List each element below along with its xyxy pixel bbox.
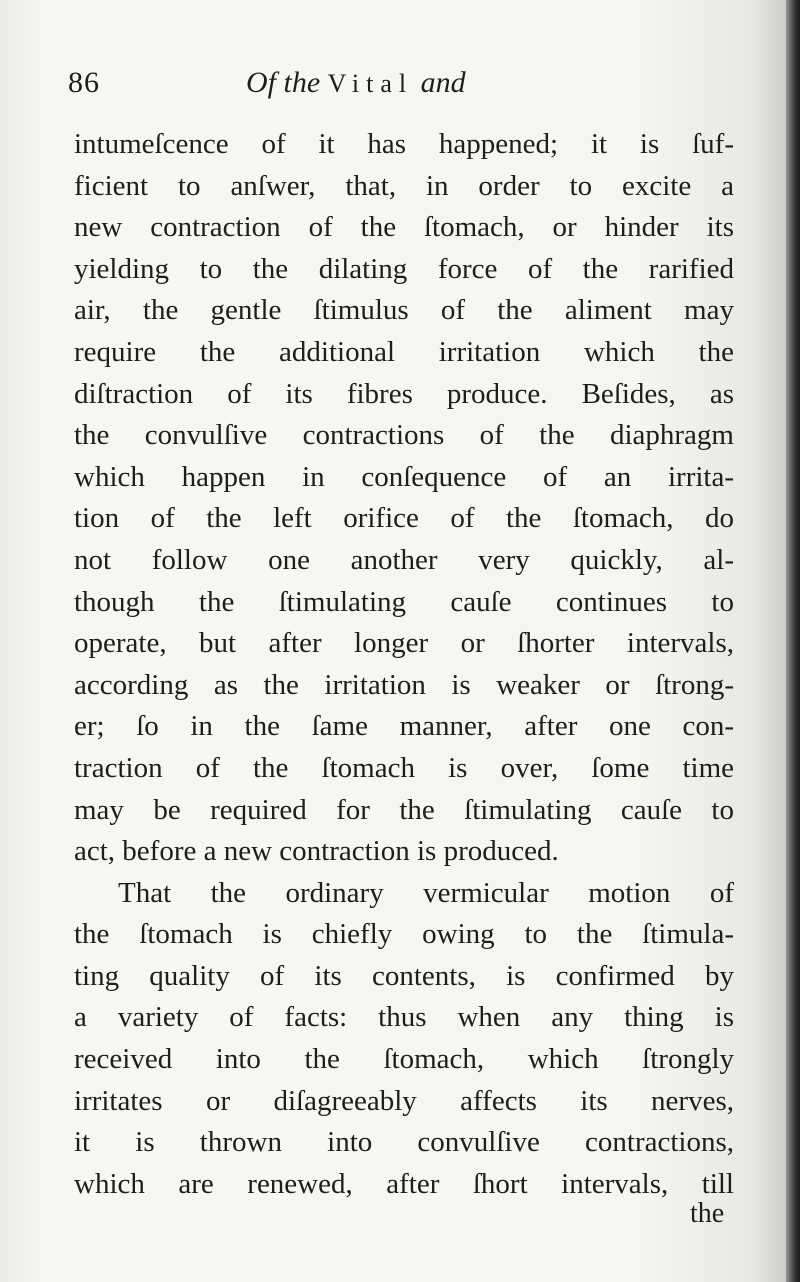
- text-line: tion of the left orifice of the ſtomach, do: [74, 502, 734, 535]
- text-line: intumeſcence of it has happened; it is ſuf-: [74, 128, 734, 160]
- running-head: [246, 66, 466, 100]
- running-head-smallcaps: Vital: [327, 69, 414, 98]
- text-line: not follow one another very quickly, al-: [74, 543, 734, 576]
- text-line: operate, but after longer or ſhorter intervals,: [74, 627, 734, 660]
- text-line: new contraction of the ſtomach, or hinder its: [74, 211, 734, 244]
- text-line: traction of the ſtomach is over, ſome time: [74, 751, 734, 784]
- text-line: require the additional irritation which the: [74, 335, 734, 368]
- text-line: ficient to anſwer, that, in order to excite a: [74, 169, 734, 202]
- catchword: the: [690, 1198, 725, 1229]
- text-line-paragraph-start: That the ordinary vermicular motion of: [118, 876, 734, 909]
- text-line: the convulſive contractions of the diaphragm: [74, 419, 734, 452]
- page-gutter-shadow: [786, 0, 800, 1282]
- text-line: a variety of facts: thus when any thing is: [74, 1001, 734, 1034]
- page-header: [68, 66, 728, 110]
- text-line: yielding to the dilating force of the rarified: [74, 252, 734, 285]
- text-line: air, the gentle ſtimulus of the aliment may: [74, 294, 734, 327]
- text-line: act, before a new contraction is produced.: [74, 835, 559, 868]
- page-number: 86: [68, 66, 100, 99]
- text-line: received into the ſtomach, which ſtrongly: [74, 1043, 734, 1076]
- text-line: er; ſo in the ſame manner, after one con-: [74, 710, 734, 743]
- text-line: which are renewed, after ſhort intervals, till: [74, 1167, 734, 1200]
- text-line: irritates or diſagreeably affects its nerves,: [74, 1084, 734, 1117]
- running-head-italic-1: Of the: [246, 66, 321, 99]
- text-line: diſtraction of its fibres produce. Beſides, as: [74, 377, 734, 410]
- text-line: may be required for the ſtimulating cauſe to: [74, 793, 734, 826]
- text-line: though the ſtimulating cauſe continues to: [74, 585, 734, 618]
- text-line: which happen in conſequence of an irrita-: [74, 460, 734, 493]
- running-head-italic-2: and: [420, 66, 466, 99]
- text-line: ting quality of its contents, is confirmed by: [74, 959, 734, 992]
- text-line: according as the irritation is weaker or ſtrong-: [74, 668, 734, 701]
- text-line: it is thrown into convulſive contractions,: [74, 1126, 734, 1159]
- body-text: [74, 124, 734, 1205]
- text-line: the ſtomach is chiefly owing to the ſtimula-: [74, 918, 734, 951]
